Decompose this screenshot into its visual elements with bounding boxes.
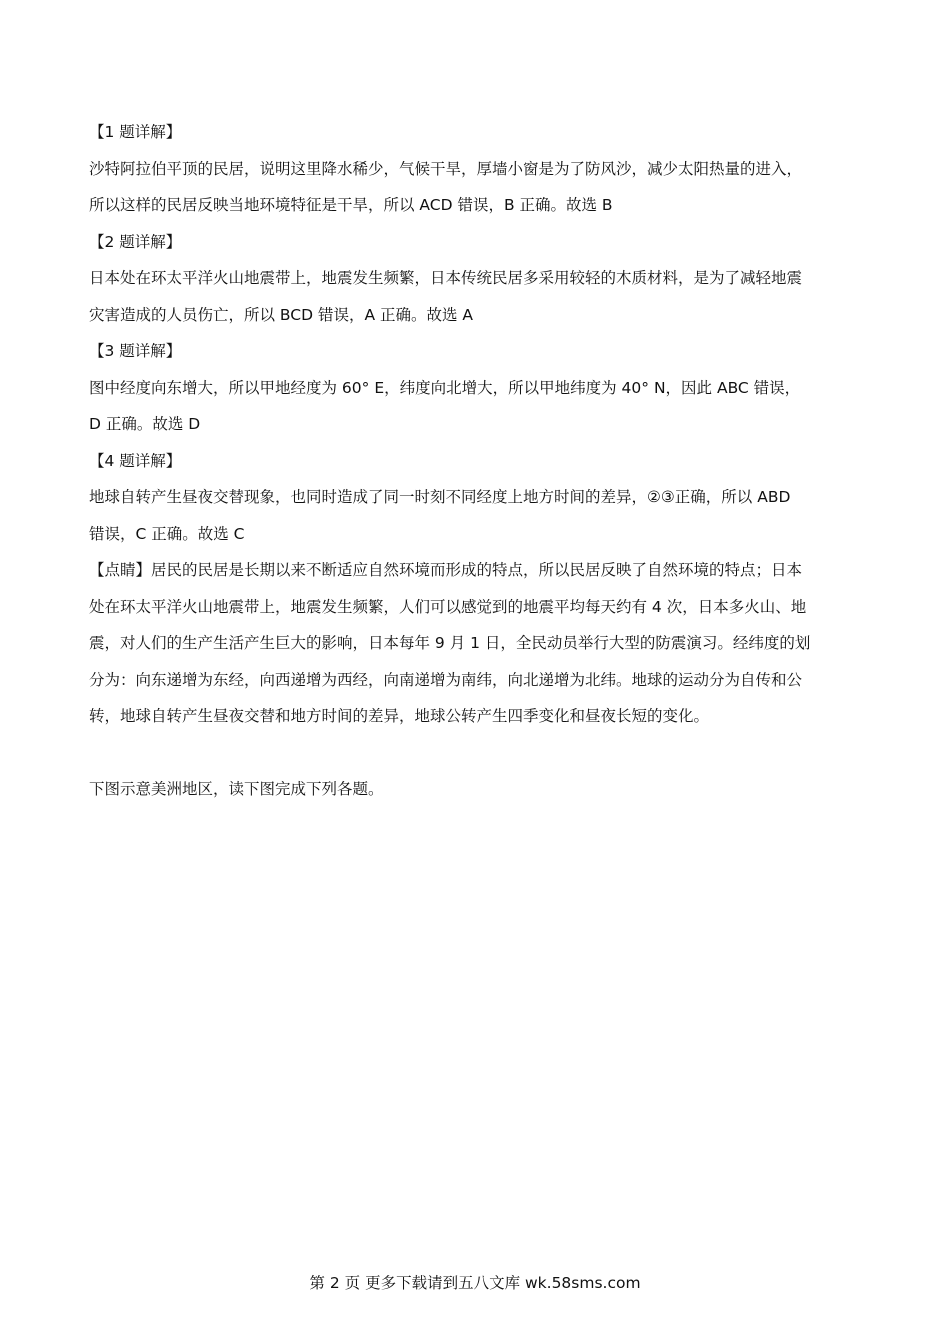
section-heading: 【1 题详解】 (89, 123, 182, 141)
section-3 (89, 333, 879, 443)
paragraph-line: 错误，C 正确。故选 C (89, 524, 245, 543)
paragraph-gap (89, 735, 879, 771)
paragraph-line: 灾害造成的人员伤亡，所以 BCD 错误，A 正确。故选 A (89, 305, 474, 324)
commentary-line: 转，地球自转产生昼夜交替和地方时间的差异，地球公转产生四季变化和昼夜长短的变化。 (89, 707, 710, 725)
commentary-line: 分为：向东递增为东经，向西递增为西经，向南递增为南纬，向北递增为北纬。地球的运动分为自传和公 (89, 670, 803, 689)
section-heading: 【4 题详解】 (89, 451, 182, 470)
commentary-line: 【点睛】居民的民居是长期以来不断适应自然环境而形成的特点，所以民居反映了自然环境的特点；日本 (89, 561, 803, 579)
section-heading: 【3 题详解】 (89, 342, 182, 360)
commentary-line: 处在环太平洋火山地震带上，地震发生频繁，人们可以感觉到的地震平均每天约有 4 次，日本多火山、地 (89, 597, 807, 616)
page-footer: 第 2 页 更多下载请到五八文库 wk.58sms.com (309, 1274, 641, 1292)
document-body (89, 114, 879, 807)
commentary (89, 552, 879, 735)
paragraph-line: 沙特阿拉伯平顶的民居，说明这里降水稀少，气候干旱，厚墙小窗是为了防风沙，减少太阳热量的进入， (89, 159, 803, 178)
question-prompt: 下图示意美洲地区，读下图完成下列各题。 (89, 779, 384, 798)
paragraph-line: 地球自转产生昼夜交替现象，也同时造成了同一时刻不同经度上地方时间的差异，②③正确，所以 ABD (89, 488, 791, 506)
paragraph-line: 日本处在环太平洋火山地震带上，地震发生频繁，日本传统民居多采用较轻的木质材料，是为了减轻地震 (89, 269, 803, 287)
paragraph-line: 所以这样的民居反映当地环境特征是干旱，所以 ACD 错误，B 正确。故选 B (89, 196, 613, 214)
section-4 (89, 443, 879, 553)
section-heading: 【2 题详解】 (89, 232, 182, 251)
section-2 (89, 224, 879, 334)
commentary-line: 震，对人们的生产生活产生巨大的影响，日本每年 9 月 1 日，全民动员举行大型的防震演习。经纬度的划 (89, 634, 811, 652)
paragraph-line: D 正确。故选 D (89, 415, 201, 433)
paragraph-line: 图中经度向东增大，所以甲地经度为 60° E，纬度向北增大，所以甲地纬度为 40° N，因此 ABC 错误， (89, 378, 801, 397)
section-1 (89, 114, 879, 224)
